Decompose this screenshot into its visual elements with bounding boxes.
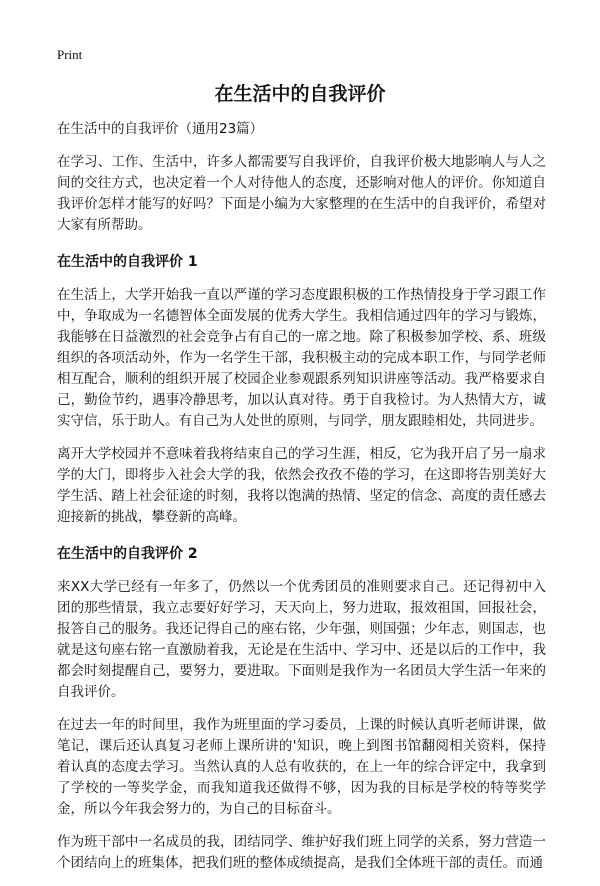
section-paragraph: 在生活上，大学开始我一直以严谨的学习态度跟积极的工作热情投身于学习跟工作中，争取成为一名德智体全面发展的优秀大学生。我相信通过四年的学习与锻炼，我能够在日益激烈的社会竞争占有自己的一席之地。除了积极参加学校、系、班级组织的各项活动外，作为一名学生干部，我积极主动的完成本职工作，与同学老师相互配合，顺利的组织开展了校园企业参观跟系列知识讲座等活动。我严格要求自己，勤俭节约，遇事冷静思考，加以认真对待。勇于自我检讨。为人热情大方，诚实守信，乐于助人。有自己为人处世的原则，与同学，朋友跟睦相处，共同进步。 [57, 287, 546, 429]
section-paragraph: 作为班干部中一名成员的我，团结同学、维护好我们班上同学的关系，努力营造一个团结向上的班集体，把我们班的整体成绩提高，是我们全体班干部的责任。而通 [57, 834, 546, 871]
section-paragraph: 离开大学校园并不意味着我将结束自己的学习生涯，相反，它为我开启了另一扇求学的大门，即将步入社会大学的我，依然会孜孜不倦的学习，在这即将告别美好大学生活、踏上社会征途的时刻，我将以饱满的热情、坚定的信念、高度的责任感去迎接新的挑战，攀登新的高峰。 [57, 446, 546, 525]
article-subtitle: 在生活中的自我评价（通用23篇） [57, 121, 264, 137]
page-title: 在生活中的自我评价 [214, 83, 386, 105]
article-body [57, 119, 546, 886]
section-heading: 在生活中的自我评价 2 [57, 546, 198, 562]
print-link[interactable]: Print [57, 47, 83, 62]
section-paragraph: 在过去一年的时间里，我作为班里面的学习委员，上课的时候认真听老师讲课，做笔记，课后还认真复习老师上课所讲的'知识，晚上到图书馆翻阅相关资料，保持着认真的态度去学习。当然认真的人总有收获的，在上一年的综合评定中，我拿到了学校的一等奖学金，而我知道我还做得不够，因为我的目标是学校的特等奖学金，所以今年我会努力的，为自己的目标奋斗。 [57, 717, 546, 817]
section-heading: 在生活中的自我评价 1 [57, 254, 198, 270]
section-paragraph: 来XX大学已经有一年多了，仍然以一个优秀团员的准则要求自己。还记得初中入团的那些情景，我立志要好好学习，天天向上，努力进取，报效祖国，回报社会，报答自己的服务。我还记得自己的座右铭，少年强，则国强；少年志，则国志，也就是这句座右铭一直激励着我，无论是在生活中、学习中、还是以后的工作中，我都会时刻提醒自己，要努力，要进取。下面则是我作为一名团员大学生活一年来的自我评价。 [57, 579, 546, 700]
intro-paragraph: 在学习、工作、生活中，许多人都需要写自我评价，自我评价极大地影响人与人之间的交往方式，也决定着一个人对待他人的态度，还影响对他人的评价。你知道自我评价怎样才能写的好吗？下面是小编为大家整理的在生活中的自我评价，希望对大家有所帮助。 [57, 154, 546, 233]
